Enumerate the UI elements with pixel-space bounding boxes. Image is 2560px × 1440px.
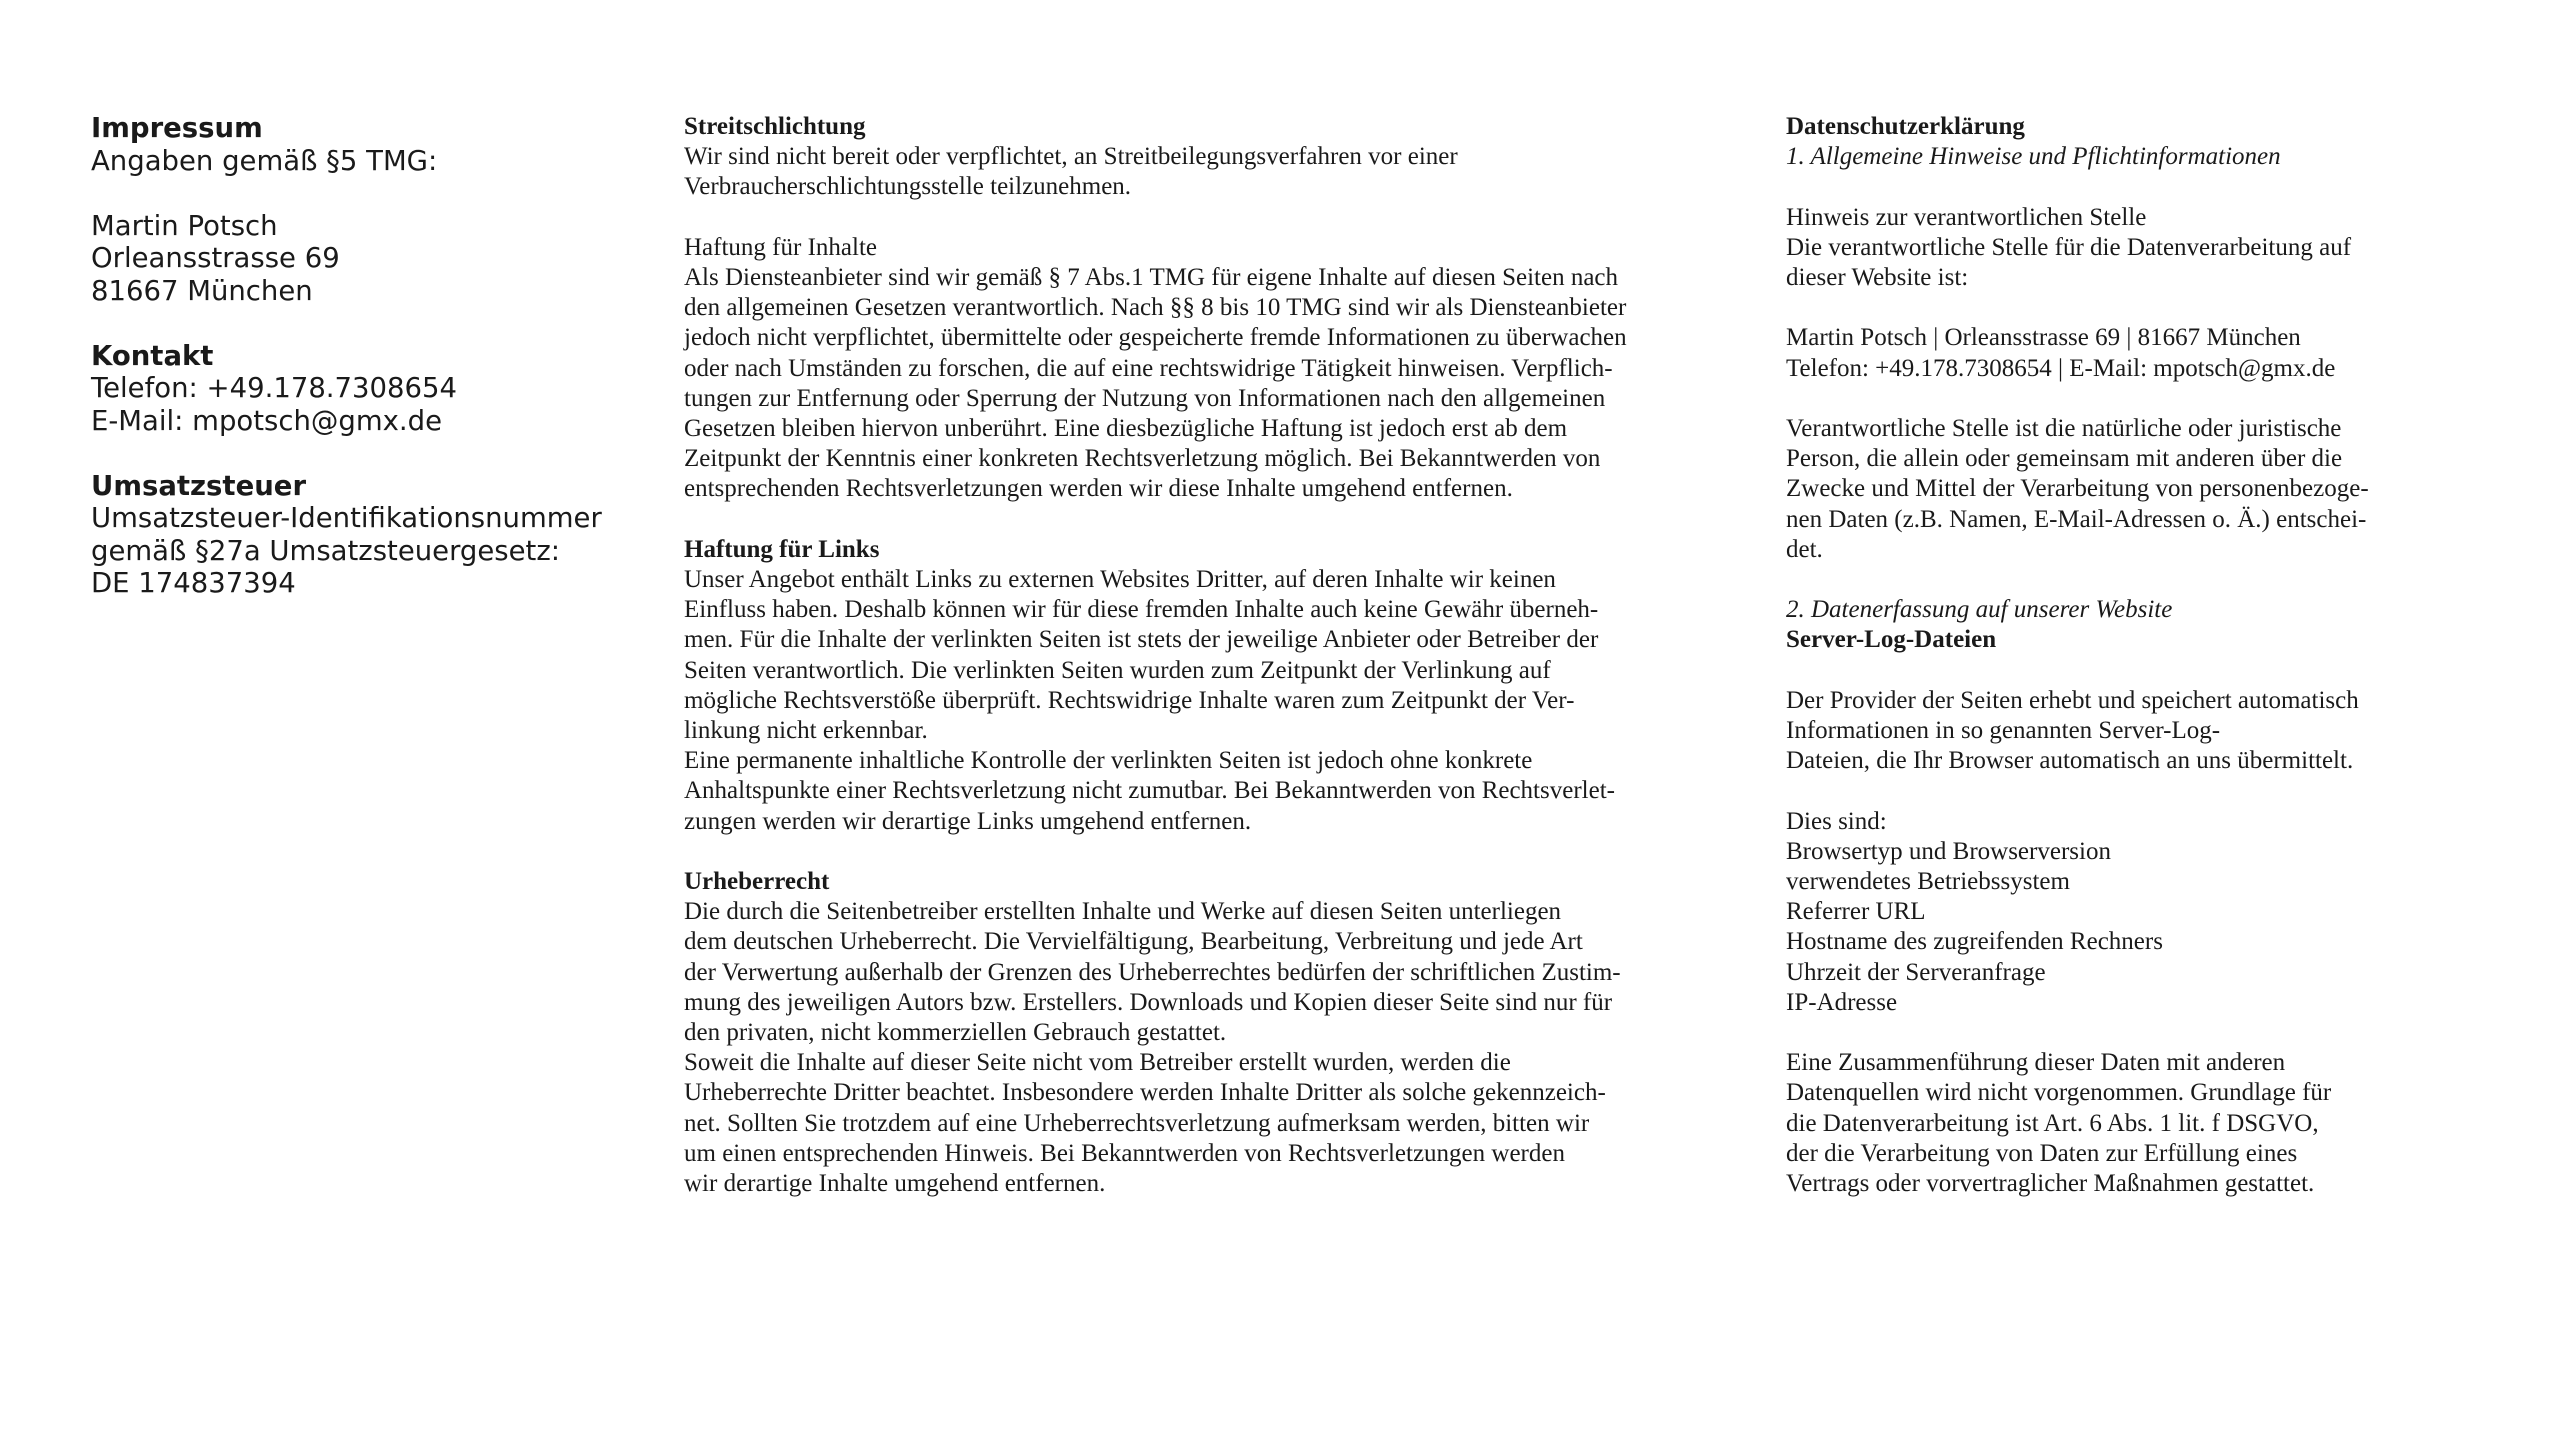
verantwortliche-stelle-block (1786, 414, 2466, 565)
paragraph-line: Person, die allein oder gemeinsam mit anderen über die (1786, 445, 2343, 473)
list-intro: Dies sind: (1786, 807, 1887, 835)
address-block (91, 210, 651, 308)
paragraph-line: det. (1786, 535, 1823, 563)
datenschutz-title-block (1786, 112, 2466, 172)
paragraph-line: um einen entsprechenden Hinweis. Bei Bekanntwerden von Rechtsverletzungen werden (684, 1139, 1565, 1167)
impressum-section (91, 112, 651, 177)
list-item: Browsertyp und Browserversion (1786, 837, 2111, 865)
paragraph-line: jedoch nicht verpflichtet, übermittelte oder gespeicherte fremde Informationen zu überwachen (684, 324, 1627, 352)
server-log-heading: Server-Log-Dateien (1786, 626, 1997, 654)
haftung-inhalte-heading: Haftung für Inhalte (684, 233, 877, 261)
owner-name: Martin Potsch (91, 209, 278, 242)
paragraph-line: Hinweis zur verantwortlichen Stelle (1786, 203, 2147, 231)
list-item: Hostname des zugreifenden Rechners (1786, 928, 2163, 956)
datenschutz-column (1786, 112, 2466, 1229)
paragraph-line: Seiten verantwortlich. Die verlinkten Seiten wurden zum Zeitpunkt der Verlinkung auf (684, 656, 1551, 684)
paragraph-line: Gesetzen bleiben hiervon unberührt. Eine diesbezügliche Haftung ist jedoch erst ab dem (684, 415, 1568, 443)
paragraph-line: Vertrags oder vorvertraglicher Maßnahmen gestattet. (1786, 1170, 2315, 1197)
paragraph-line: Zeitpunkt der Kenntnis einer konkreten Rechtsverletzung möglich. Bei Bekanntwerden von (684, 445, 1601, 473)
list-item: Referrer URL (1786, 898, 1926, 926)
paragraph-line: Urheberrechte Dritter beachtet. Insbesondere werden Inhalte Dritter als solche gekennzeich- (684, 1079, 1606, 1107)
paragraph-line: Eine Zusammenführung dieser Daten mit anderen (1786, 1049, 2286, 1077)
datenerfassung-heading-block (1786, 595, 2466, 655)
paragraph-line: Der Provider der Seiten erhebt und speichert automatisch (1786, 686, 2359, 714)
hinweis-block (1786, 203, 2466, 294)
paragraph-line: Die durch die Seitenbetreiber erstellten Inhalte und Werke auf diesen Seiten unterliegen (684, 898, 1562, 926)
paragraph-line: den allgemeinen Gesetzen verantwortlich. Nach §§ 8 bis 10 TMG sind wir als Diensteanbieter (684, 294, 1627, 322)
streitschlichtung-heading: Streitschlichtung (684, 113, 866, 140)
paragraph-line: Die verantwortliche Stelle für die Datenverarbeitung auf (1786, 233, 2352, 261)
kontakt-heading: Kontakt (91, 339, 214, 372)
paragraph-line: Soweit die Inhalte auf dieser Seite nicht vom Betreiber erstellt wurden, werden die (684, 1049, 1511, 1077)
list-item: IP-Adresse (1786, 988, 1898, 1016)
umsatzsteuer-section (91, 470, 651, 600)
server-log-list (1786, 807, 2466, 1018)
paragraph-line: mung des jeweiligen Autors bzw. Erstellers. Downloads und Kopien dieser Seite sind nur für (684, 988, 1613, 1016)
paragraph-line: Dateien, die Ihr Browser automatisch an uns übermittelt. (1786, 747, 2354, 775)
impressum-subheading: Angaben gemäß §5 TMG: (91, 144, 438, 177)
urheberrecht-heading: Urheberrecht (684, 868, 830, 896)
list-item: verwendetes Betriebssystem (1786, 867, 2070, 895)
paragraph-line: Anhaltspunkte einer Rechtsverletzung nicht zumutbar. Bei Bekanntwerden von Rechtsverlet- (684, 777, 1615, 805)
paragraph-line: Unser Angebot enthält Links zu externen Websites Dritter, auf deren Inhalte wir keinen (684, 566, 1556, 594)
paragraph-line: der die Verarbeitung von Daten zur Erfüllung eines (1786, 1139, 2298, 1167)
impressum-heading: Impressum (91, 112, 263, 144)
paragraph-line: Eine permanente inhaltliche Kontrolle der verlinkten Seiten ist jedoch ohne konkrete (684, 747, 1533, 775)
paragraph-line: Verantwortliche Stelle ist die natürliche oder juristische (1786, 414, 2342, 442)
street-address: Orleansstrasse 69 (91, 242, 340, 274)
paragraph-line: der Verwertung außerhalb der Grenzen des Urheberrechtes bedürfen der schriftlichen Zustim- (684, 958, 1621, 986)
haftung-links-heading: Haftung für Links (684, 535, 880, 563)
paragraph-line: dieser Website ist: (1786, 264, 1969, 291)
legal-column (684, 112, 1714, 1229)
paragraph-line: Zwecke und Mittel der Verarbeitung von personenbezoge- (1786, 475, 2369, 503)
provider-block (1786, 686, 2466, 777)
email-address: E-Mail: mpotsch@gmx.de (91, 404, 443, 437)
kontakt-section (91, 340, 651, 438)
responsible-address: Martin Potsch | Orleansstrasse 69 | 81667 München (1786, 324, 2301, 352)
paragraph-line: dem deutschen Urheberrecht. Die Vervielfältigung, Bearbeitung, Verbreitung und jede Art (684, 928, 1583, 956)
paragraph-line: Einfluss haben. Deshalb können wir für diese fremden Inhalte auch keine Gewähr überneh- (684, 596, 1599, 624)
vat-id: DE 174837394 (91, 567, 296, 599)
paragraph-line: Informationen in so genannten Server-Log- (1786, 716, 2221, 744)
paragraph-line: zungen werden wir derartige Links umgehend entfernen. (684, 807, 1252, 835)
datenschutz-subheading: 1. Allgemeine Hinweise und Pflichtinformationen (1786, 143, 2281, 171)
umsatzsteuer-line: Umsatzsteuer-Identifikationsnummer (91, 502, 602, 534)
paragraph-line: men. Für die Inhalte der verlinkten Seiten ist stets der jeweilige Anbieter oder Betreiber der (684, 626, 1599, 654)
umsatzsteuer-line: gemäß §27a Umsatzsteuergesetz: (91, 534, 561, 567)
umsatzsteuer-heading: Umsatzsteuer (91, 469, 307, 502)
paragraph-line: tungen zur Entfernung oder Sperrung der Nutzung von Informationen nach den allgemeinen (684, 384, 1606, 412)
paragraph-line: Als Diensteanbieter sind wir gemäß § 7 Abs.1 TMG für eigene Inhalte auf diesen Seiten nach (684, 264, 1619, 291)
paragraph-line: Verbraucherschlichtungsstelle teilzunehmen. (684, 173, 1132, 201)
responsible-contact-block (1786, 323, 2466, 383)
impressum-column (91, 112, 651, 632)
paragraph-line: die Datenverarbeitung ist Art. 6 Abs. 1 lit. f DSGVO, (1786, 1109, 2319, 1137)
paragraph-line: den privaten, nicht kommerziellen Gebrauch gestattet. (684, 1019, 1227, 1047)
paragraph-line: mögliche Rechtsverstöße überprüft. Rechtswidrige Inhalte waren zum Zeitpunkt der Ver- (684, 686, 1575, 714)
paragraph-line: oder nach Umständen zu forschen, die auf eine rechtswidrige Tätigkeit hinweisen. Verpflich- (684, 354, 1613, 382)
haftung-inhalte-section (684, 233, 1714, 505)
paragraph-line: Wir sind nicht bereit oder verpflichtet, an Streitbeilegungsverfahren vor einer (684, 143, 1458, 171)
urheberrecht-section (684, 867, 1714, 1199)
paragraph-line: entsprechenden Rechtsverletzungen werden wir diese Inhalte umgehend entfernen. (684, 475, 1513, 503)
paragraph-line: nen Daten (z.B. Namen, E-Mail-Adressen o. Ä.) entschei- (1786, 505, 2367, 533)
paragraph-line: Datenquellen wird nicht vorgenommen. Grundlage für (1786, 1079, 2332, 1107)
list-item: Uhrzeit der Serveranfrage (1786, 958, 2046, 986)
responsible-phone-email: Telefon: +49.178.7308654 | E-Mail: mpotsch@gmx.de (1786, 354, 2336, 382)
postal-city: 81667 München (91, 274, 313, 307)
streitschlichtung-section (684, 112, 1714, 203)
closing-block (1786, 1048, 2466, 1199)
paragraph-line: wir derartige Inhalte umgehend entfernen. (684, 1170, 1106, 1198)
haftung-links-section (684, 535, 1714, 837)
paragraph-line: net. Sollten Sie trotzdem auf eine Urheberrechtsverletzung aufmerksam werden, bitten wir (684, 1109, 1590, 1137)
datenerfassung-heading: 2. Datenerfassung auf unserer Website (1786, 596, 2173, 624)
paragraph-line: linkung nicht erkennbar. (684, 717, 928, 745)
phone-number: Telefon: +49.178.7308654 (91, 372, 458, 404)
datenschutz-heading: Datenschutzerklärung (1786, 113, 2025, 140)
